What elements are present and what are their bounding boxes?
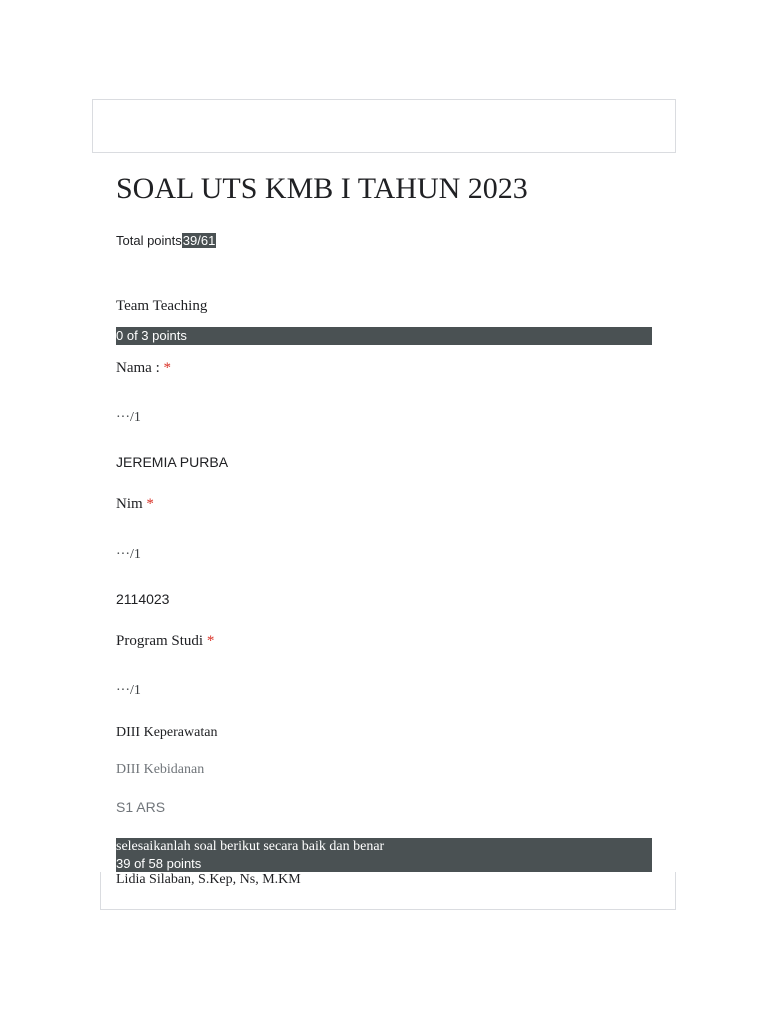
form-header-box <box>92 99 676 153</box>
section2-points: 39 of 58 points <box>116 856 202 871</box>
question-nama-answer: JEREMIA PURBA <box>116 454 229 470</box>
required-marker: * <box>206 633 215 649</box>
question-nim-answer: 2114023 <box>116 591 170 607</box>
total-points-value: 39/61 <box>182 233 216 248</box>
section2-header-bar <box>116 838 652 872</box>
question-label: Program Studi <box>116 633 207 649</box>
question-prodi-label <box>116 633 214 650</box>
question-nim-score: ···/1 <box>116 547 141 562</box>
required-marker: * <box>163 360 171 376</box>
question-label: Nim <box>116 496 147 512</box>
question-nama-score: ···/1 <box>116 410 141 425</box>
section-points: 0 of 3 points <box>116 328 187 343</box>
required-marker: * <box>146 496 154 512</box>
question-prodi-score: ···/1 <box>116 683 141 698</box>
question-label: Nama : <box>116 360 164 376</box>
total-points <box>116 233 216 249</box>
question-nim-label <box>116 496 154 513</box>
option-s1-ars[interactable]: S1 ARS <box>116 799 166 815</box>
form-title: SOAL UTS KMB I TAHUN 2023 <box>116 172 528 205</box>
section-title-team-teaching: Team Teaching <box>116 298 208 314</box>
option-diii-keperawatan[interactable]: DIII Keperawatan <box>116 725 218 740</box>
total-points-label: Total points <box>116 233 182 248</box>
section2-teacher: Lidia Silaban, S.Kep, Ns, M.KM <box>116 872 301 887</box>
option-diii-kebidanan[interactable]: DIII Kebidanan <box>116 762 205 777</box>
question-nama-label <box>116 360 171 377</box>
section2-title: selesaikanlah soal berikut secara baik dan benar <box>116 839 385 854</box>
section-points-bar <box>116 327 652 345</box>
